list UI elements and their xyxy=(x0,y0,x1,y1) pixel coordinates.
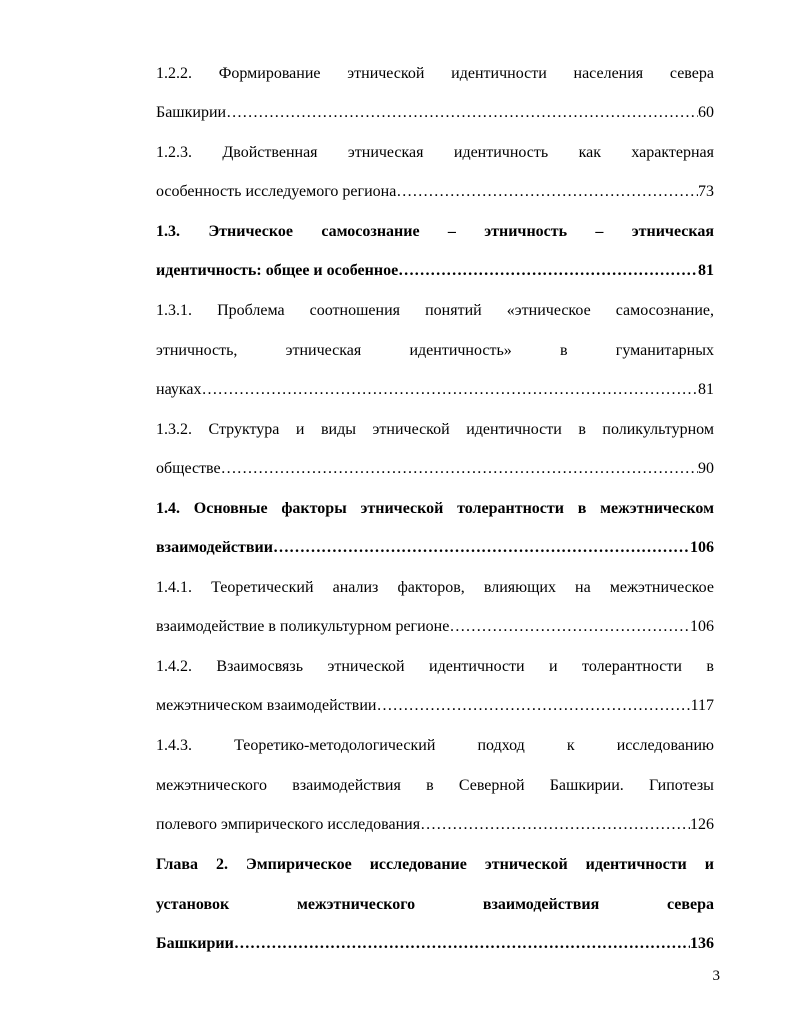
toc-word: самосознание xyxy=(321,223,420,240)
toc-word: 1.4. xyxy=(156,500,180,517)
toc-word: этнической xyxy=(347,65,425,82)
dot-leader xyxy=(420,813,690,837)
dot-leader xyxy=(449,615,690,639)
toc-word: в xyxy=(426,777,434,794)
toc-word: межэтническое xyxy=(609,579,714,596)
toc-entry-1-3-1-line-2 xyxy=(156,339,714,363)
toc-entry-1-4-2-line-1 xyxy=(156,655,714,679)
toc-title-end: идентичность: общее и особенное xyxy=(156,262,399,279)
toc-entry-1-4-line-1 xyxy=(156,497,714,521)
toc-word: севера xyxy=(666,896,714,913)
toc-word: – xyxy=(595,223,604,240)
toc-title-end: Башкирии xyxy=(156,104,227,121)
toc-word: 2. xyxy=(215,856,228,873)
toc-word: этнической xyxy=(372,421,450,438)
toc-word: и xyxy=(549,658,558,675)
toc-word: соотношения xyxy=(309,302,401,319)
toc-word: Взаимосвязь xyxy=(216,658,304,675)
toc-word: севера xyxy=(669,65,714,82)
toc-entry-1-3-1-line-1 xyxy=(156,299,714,323)
toc-entry-1-4-2-line-2 xyxy=(156,694,714,718)
toc-word: исследование xyxy=(369,856,467,873)
toc-entry-1-3-line-1 xyxy=(156,220,714,244)
toc-title-end: обществе xyxy=(156,460,221,477)
toc-word: 1.2.2. xyxy=(156,65,192,82)
toc-title-end: особенность исследуемого региона xyxy=(156,183,397,200)
toc-word: 1.2.3. xyxy=(156,144,192,161)
toc-word: толерантности xyxy=(457,500,564,517)
toc-word: Формирование xyxy=(218,65,321,82)
toc-word: Северной xyxy=(458,777,525,794)
dot-leader xyxy=(221,457,698,481)
toc-page-number: 126 xyxy=(690,816,714,833)
toc-word: в xyxy=(578,421,586,438)
toc-entry-chapter-2-line-3 xyxy=(156,932,714,956)
toc-word: этническая xyxy=(285,342,362,359)
toc-title-end: полевого эмпирического исследования xyxy=(156,816,421,833)
toc-entry-1-3-2-line-1 xyxy=(156,418,714,442)
toc-entry-1-4-line-2 xyxy=(156,536,714,560)
toc-title-end: науках xyxy=(156,381,202,398)
toc-word: этнической xyxy=(484,856,568,873)
toc-word: «этническое xyxy=(506,302,591,319)
toc-word: идентичности xyxy=(451,65,547,82)
toc-entry-1-2-2-line-2 xyxy=(156,101,714,125)
toc-word: факторы xyxy=(281,500,347,517)
toc-word: поликультурном xyxy=(602,421,714,438)
toc-word: виды xyxy=(321,421,357,438)
toc-word: населения xyxy=(573,65,644,82)
dot-leader xyxy=(273,536,690,560)
toc-entry-chapter-2-line-2 xyxy=(156,893,714,917)
toc-page-number: 73 xyxy=(698,183,714,200)
toc-title-end: межэтническом взаимодействии xyxy=(156,697,377,714)
dot-leader xyxy=(396,180,698,204)
dot-leader xyxy=(234,932,690,956)
toc-word: Теоретико-методологический xyxy=(234,737,436,754)
toc-page-number: 136 xyxy=(690,935,714,952)
toc-word: этничность, xyxy=(156,342,238,359)
toc-word: и xyxy=(704,856,714,873)
toc-word: к xyxy=(566,737,575,754)
toc-title-end: взаимодействии xyxy=(156,539,273,556)
toc-word: Двойственная xyxy=(222,144,318,161)
toc-entry-1-4-1-line-2 xyxy=(156,615,714,639)
toc-page-number: 106 xyxy=(690,539,714,556)
toc-word: взаимодействия xyxy=(482,896,600,913)
toc-entry-1-3-line-2 xyxy=(156,259,714,283)
toc-word: – xyxy=(447,223,456,240)
toc-page-number: 81 xyxy=(698,262,714,279)
toc-word: Гипотезы xyxy=(649,777,714,794)
toc-word: идентичность» xyxy=(409,342,512,359)
dot-leader xyxy=(398,259,698,283)
toc-entry-1-4-3-line-2 xyxy=(156,774,714,798)
toc-word: в xyxy=(560,342,568,359)
toc-word: этническая xyxy=(347,144,424,161)
toc-entry-1-4-3-line-1 xyxy=(156,734,714,758)
toc-word: 1.4.3. xyxy=(156,737,192,754)
toc-page-number: 106 xyxy=(690,618,714,635)
toc-word: установок xyxy=(156,896,230,913)
toc-word: Теоретический xyxy=(211,579,314,596)
toc-word: этническая xyxy=(631,223,714,240)
toc-word: этничность xyxy=(484,223,568,240)
toc-word: как xyxy=(578,144,601,161)
toc-entry-1-4-1-line-1 xyxy=(156,576,714,600)
toc-word: самосознание, xyxy=(615,302,714,319)
toc-word: понятий xyxy=(425,302,482,319)
toc-word: межэтнического xyxy=(156,777,268,794)
toc-title-end: взаимодействие в поликультурном регионе xyxy=(156,618,450,635)
toc-word: влияющих xyxy=(483,579,556,596)
dot-leader xyxy=(201,378,698,402)
toc-entry-1-2-3-line-1 xyxy=(156,141,714,165)
toc-word: в xyxy=(577,500,587,517)
toc-page-number: 81 xyxy=(698,381,714,398)
toc-word: 1.3. xyxy=(156,223,180,240)
toc-word: в xyxy=(706,658,714,675)
toc-word: взаимодействия xyxy=(292,777,401,794)
toc-word: идентичности xyxy=(585,856,687,873)
toc-entry-1-2-3-line-2 xyxy=(156,180,714,204)
toc-word: подход xyxy=(477,737,525,754)
toc-entry-1-4-3-line-3 xyxy=(156,813,714,837)
toc-entry-1-3-2-line-2 xyxy=(156,457,714,481)
toc-word: факторов, xyxy=(397,579,465,596)
toc-word: характерная xyxy=(631,144,714,161)
toc-entry-chapter-2-line-1 xyxy=(156,853,714,877)
toc-word: гуманитарных xyxy=(615,342,714,359)
toc-word: межэтнического xyxy=(296,896,416,913)
toc-word: Эмпирическое xyxy=(245,856,352,873)
toc-word: 1.4.1. xyxy=(156,579,192,596)
toc-word: Глава xyxy=(156,856,198,873)
toc-word: Проблема xyxy=(217,302,285,319)
toc-word: Башкирии. xyxy=(549,777,624,794)
toc-word: Структура xyxy=(208,421,280,438)
toc-page-number: 117 xyxy=(690,697,714,714)
toc-word: идентичности xyxy=(466,421,562,438)
toc-word: анализ xyxy=(332,579,379,596)
toc-page-number: 90 xyxy=(698,460,714,477)
toc-word: идентичности xyxy=(429,658,525,675)
toc-word: Основные xyxy=(193,500,268,517)
toc-word: 1.4.2. xyxy=(156,658,192,675)
toc-word: Этническое xyxy=(208,223,293,240)
dot-leader xyxy=(226,101,698,125)
toc-word: толерантности xyxy=(582,658,682,675)
toc-word: этнической xyxy=(327,658,405,675)
toc-word: межэтническом xyxy=(600,500,714,517)
toc-word: и xyxy=(295,421,305,438)
dot-leader xyxy=(376,694,690,718)
toc-word: на xyxy=(575,579,591,596)
toc-word: исследованию xyxy=(616,737,714,754)
toc-word: 1.3.1. xyxy=(156,302,192,319)
toc-entry-1-2-2-line-1 xyxy=(156,62,714,86)
page-number: 3 xyxy=(712,968,720,984)
toc-entry-1-3-1-line-3 xyxy=(156,378,714,402)
toc-word: этнической xyxy=(360,500,444,517)
toc-word: идентичность xyxy=(453,144,549,161)
toc-word: 1.3.2. xyxy=(156,421,192,438)
toc-title-end: Башкирии xyxy=(156,935,234,952)
toc-page-number: 60 xyxy=(698,104,714,121)
